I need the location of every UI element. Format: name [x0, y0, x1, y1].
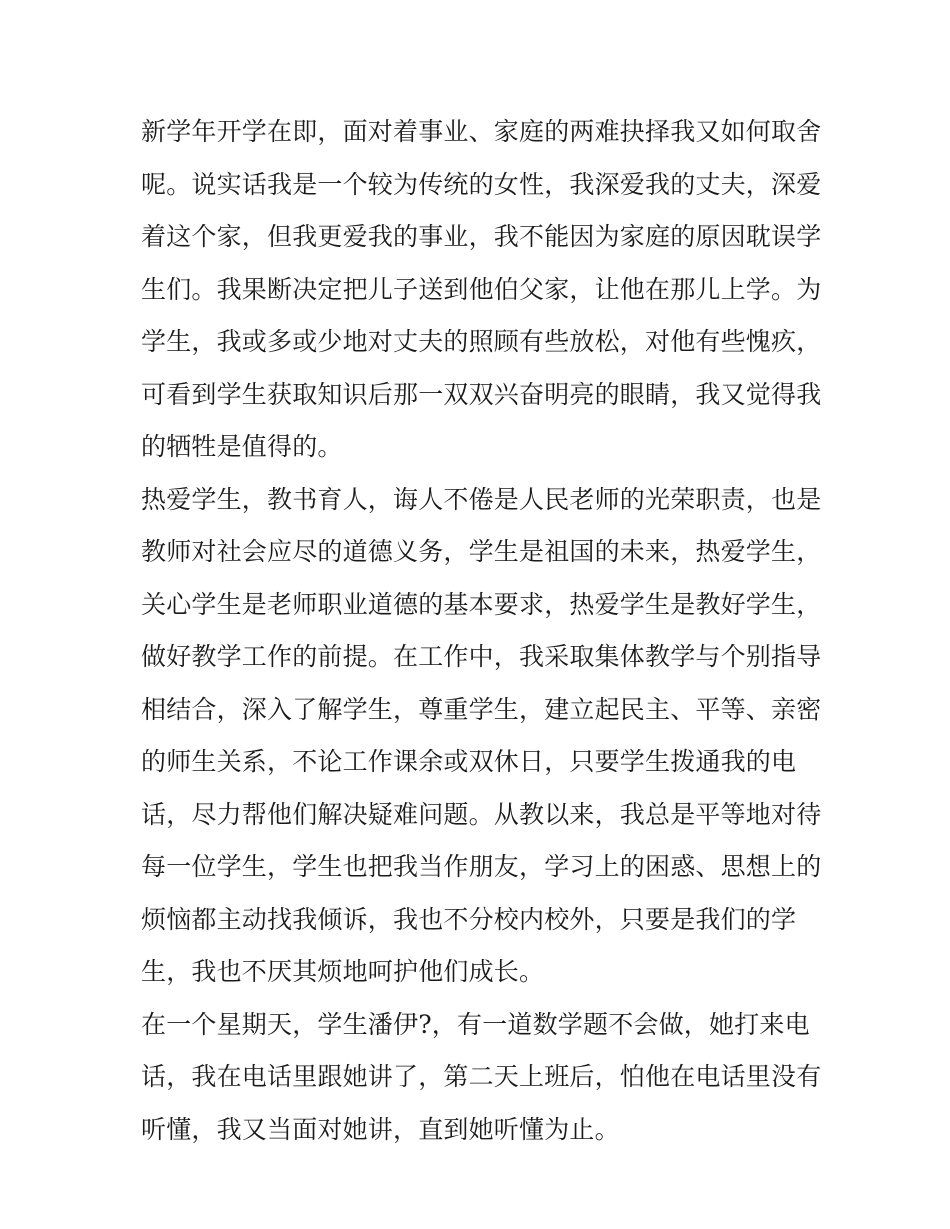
text-line: 关心学生是老师职业道德的基本要求，热爱学生是教好学生，	[141, 589, 822, 619]
text-line: 可看到学生获取知识后那一双双兴奋明亮的眼睛，我又觉得我	[141, 379, 822, 409]
text-line: 的师生关系，不论工作课余或双休日，只要学生拨通我的电	[141, 747, 797, 776]
text-line: 话，尽力帮他们解决疑难问题。从教以来，我总是平等地对待	[141, 799, 822, 829]
text-line: 学生，我或多或少地对丈夫的照顾有些放松，对他有些愧疚，	[141, 327, 822, 356]
text-line: 在一个星期天，学生潘伊?，有一道数学题不会做，她打来电	[141, 1009, 810, 1039]
text-line: 相结合，深入了解学生，尊重学生，建立起民主、平等、亲密	[141, 694, 822, 724]
text-line: 做好教学工作的前提。在工作中，我采取集体教学与个别指导	[141, 642, 822, 671]
text-line: 话，我在电话里跟她讲了，第二天上班后，怕他在电话里没有	[141, 1062, 822, 1091]
text-line: 生，我也不厌其烦地呵护他们成长。	[141, 957, 545, 986]
text-line: 听懂，我又当面对她讲，直到她听懂为止。	[141, 1114, 620, 1144]
text-line: 教师对社会应尽的道德义务，学生是祖国的未来，热爱学生，	[141, 537, 822, 566]
text-line: 的牺牲是值得的。	[141, 432, 343, 461]
text-line: 每一位学生，学生也把我当作朋友，学习上的困惑、思想上的	[141, 852, 822, 881]
text-line: 生们。我果断决定把儿子送到他伯父家，让他在那儿上学。为	[141, 274, 822, 304]
document-body	[141, 106, 821, 1156]
text-line: 热爱学生，教书育人，诲人不倦是人民老师的光荣职责，也是	[141, 484, 822, 514]
text-line: 呢。说实话我是一个较为传统的女性，我深爱我的丈夫，深爱	[141, 169, 822, 199]
text-line: 新学年开学在即，面对着事业、家庭的两难抉择我又如何取舍	[141, 117, 822, 146]
text-line: 烦恼都主动找我倾诉，我也不分校内校外，只要是我们的学	[141, 904, 797, 934]
text-line: 着这个家，但我更爱我的事业，我不能因为家庭的原因耽误学	[141, 222, 822, 251]
